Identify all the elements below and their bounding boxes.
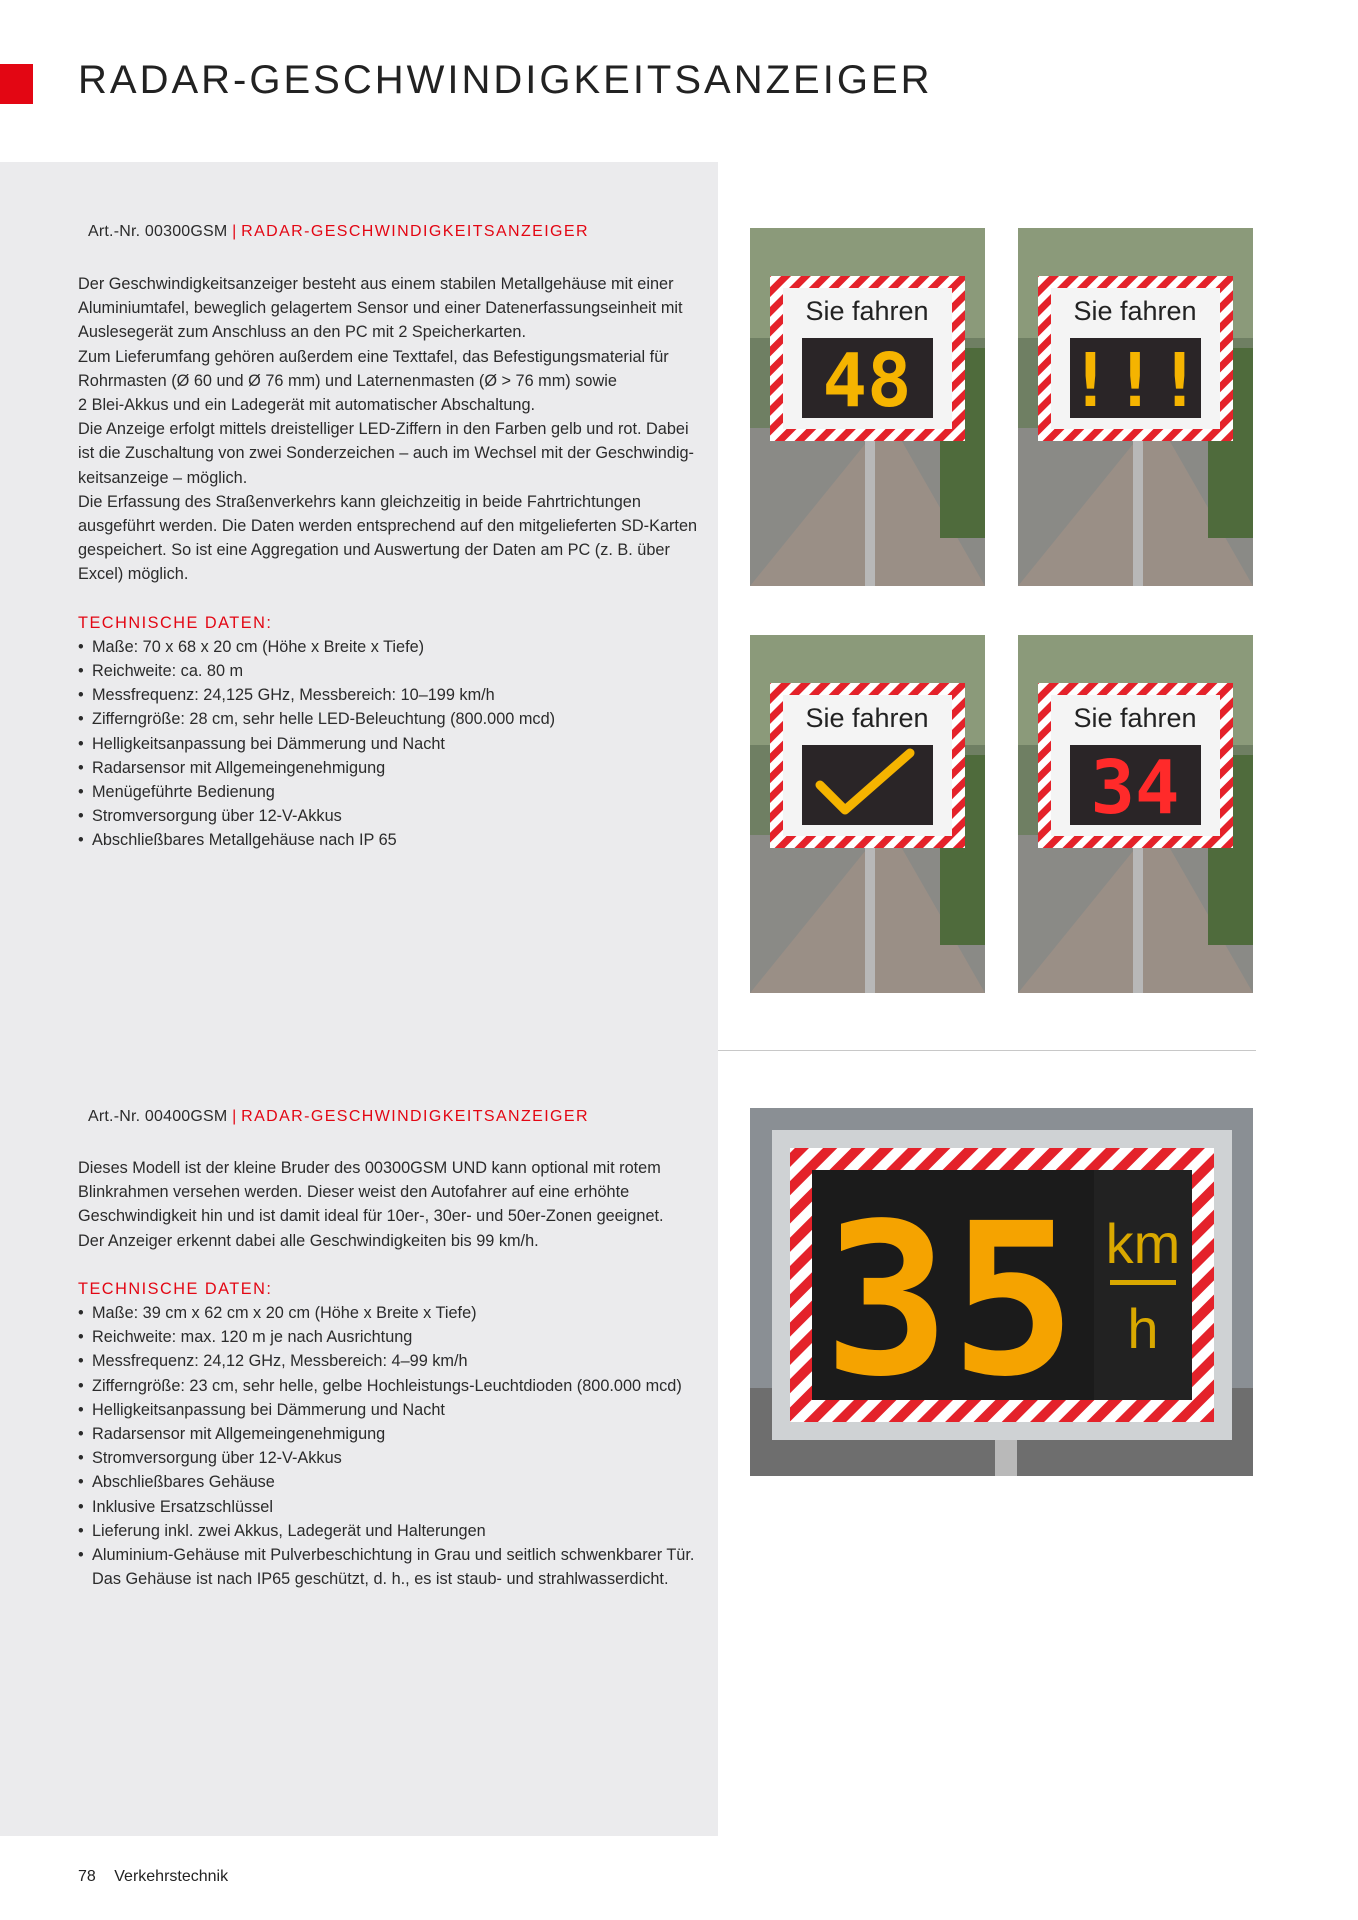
- product2-article-number: Art.-Nr. 00400GSM: [88, 1108, 228, 1125]
- product2-tech-heading: TECHNISCHE DATEN:: [78, 1279, 273, 1298]
- tech-item: • Reichweite: max. 120 m je nach Ausrichtung: [78, 1325, 698, 1349]
- product2-description: [78, 1156, 698, 1253]
- description-line: Geschwindigkeit hin und ist damit ideal für 10er-, 30er- und 50er-Zonen geeignet.: [78, 1207, 664, 1226]
- product2-text: [78, 1156, 698, 1591]
- page-number: 78: [78, 1868, 96, 1885]
- speed-sign-illustration: [750, 635, 985, 993]
- tech-item: • Stromversorgung über 12-V-Akkus: [78, 804, 698, 828]
- sign-text: Sie fahren: [805, 703, 929, 733]
- product1-tech-heading: TECHNISCHE DATEN:: [78, 613, 273, 632]
- tech-item: • Messfrequenz: 24,12 GHz, Messbereich: 4–99 km/h: [78, 1349, 698, 1373]
- product2-article-title: RADAR-GESCHWINDIGKEITSANZEIGER: [241, 1108, 589, 1125]
- red-accent-square: [0, 64, 33, 104]
- tech-item: • Reichweite: ca. 80 m: [78, 659, 698, 683]
- product1-photo-3: [750, 635, 985, 993]
- product1-photo-4: [1018, 635, 1253, 993]
- product2-tech-list: [78, 1301, 698, 1591]
- tech-item: • Abschließbares Metallgehäuse nach IP 65: [78, 828, 698, 852]
- speed-display-illustration: [750, 1108, 1253, 1476]
- product1-article-number: Art.-Nr. 00300GSM: [88, 223, 228, 240]
- section-name: Verkehrstechnik: [114, 1868, 229, 1885]
- unit-h-label: h: [1127, 1297, 1159, 1360]
- product1-photo-1: [750, 228, 985, 586]
- tech-item: • Maße: 70 x 68 x 20 cm (Höhe x Breite x Tiefe): [78, 635, 698, 659]
- tech-item: • Radarsensor mit Allgemeingenehmigung: [78, 756, 698, 780]
- tech-item: • Menügeführte Bedienung: [78, 780, 698, 804]
- page-footer: [78, 1868, 228, 1886]
- tech-item: • Zifferngröße: 28 cm, sehr helle LED-Beleuchtung (800.000 mcd): [78, 707, 698, 731]
- description-line: Der Geschwindigkeitsanzeiger besteht aus einem stabilen Metallgehäuse mit einer: [78, 275, 674, 293]
- speed-sign-illustration: [750, 228, 985, 586]
- article-separator: |: [232, 223, 237, 240]
- tech-item: • Stromversorgung über 12-V-Akkus: [78, 1446, 698, 1470]
- unit-km-label: km: [1105, 1212, 1181, 1275]
- tech-item: • Abschließbares Gehäuse: [78, 1470, 698, 1494]
- tech-item: • Helligkeitsanpassung bei Dämmerung und Nacht: [78, 1398, 698, 1422]
- description-line: keitsanzeige – möglich.: [78, 468, 248, 487]
- description-line: Auslesegerät zum Anschluss an den PC mit 2 Speicherkarten.: [78, 323, 526, 342]
- tech-item: • Aluminium-Gehäuse mit Pulverbeschichtung in Grau und seitlich schwenkbarer Tür. Das Gehäuse ist nach IP65 geschützt, d. h., es ist staub- und strahlwasserdicht.: [78, 1543, 698, 1591]
- description-line: gespeichert. So ist eine Aggregation und Auswertung der Daten am PC (z. B. über: [78, 541, 670, 560]
- sign-display-value: 48: [822, 338, 912, 424]
- page-title: RADAR-GESCHWINDIGKEITSANZEIGER: [78, 58, 933, 102]
- tech-item: • Radarsensor mit Allgemeingenehmigung: [78, 1422, 698, 1446]
- sign-text: Sie fahren: [805, 296, 929, 326]
- description-line: ist die Zuschaltung von zwei Sonderzeichen – auch im Wechsel mit der Geschwindig-: [78, 444, 694, 463]
- speed-sign-illustration: [1018, 635, 1253, 993]
- tech-item: • Helligkeitsanpassung bei Dämmerung und Nacht: [78, 732, 698, 756]
- tech-item: • Maße: 39 cm x 62 cm x 20 cm (Höhe x Breite x Tiefe): [78, 1301, 698, 1325]
- tech-item: • Inklusive Ersatzschlüssel: [78, 1495, 698, 1519]
- product1-photo-2: [1018, 228, 1253, 586]
- description-line: Aluminiumtafel, beweglich gelagertem Sensor und einer Datenerfassungseinheit mit: [78, 299, 683, 318]
- description-line: ausgeführt werden. Die Daten werden entsprechend auf den mitgelieferten SD-Karten: [78, 517, 698, 536]
- product1-text: [78, 272, 698, 853]
- product1-description: [78, 272, 698, 587]
- tech-item: • Zifferngröße: 23 cm, sehr helle, gelbe Hochleistungs-Leuchtdioden (800.000 mcd): [78, 1374, 698, 1398]
- section-divider: [718, 1050, 1256, 1051]
- tech-item: • Lieferung inkl. zwei Akkus, Ladegerät und Halterungen: [78, 1519, 698, 1543]
- description-line: 2 Blei-Akkus und ein Ladegerät mit automatischer Abschaltung.: [78, 396, 536, 415]
- tech-item: • Messfrequenz: 24,125 GHz, Messbereich: 10–199 km/h: [78, 683, 698, 707]
- display-speed-value: 35: [823, 1178, 1077, 1423]
- description-line: Blinkrahmen versehen werden. Dieser weist den Autofahrer auf eine erhöhte: [78, 1183, 630, 1202]
- product1-article-title: RADAR-GESCHWINDIGKEITSANZEIGER: [241, 223, 589, 240]
- description-line: Die Anzeige erfolgt mittels dreistelliger LED-Ziffern in den Farben gelb und rot. Dabei: [78, 420, 689, 439]
- sign-text: Sie fahren: [1073, 296, 1197, 326]
- description-line: Rohrmasten (Ø 60 und Ø 76 mm) und Laternenmasten (Ø > 76 mm) sowie: [78, 371, 617, 390]
- description-line: Dieses Modell ist der kleine Bruder des 00300GSM UND kann optional mit rotem: [78, 1159, 661, 1177]
- description-line: Excel) möglich.: [78, 565, 189, 584]
- description-line: Der Anzeiger erkennt dabei alle Geschwindigkeiten bis 99 km/h.: [78, 1231, 539, 1250]
- product2-photo: [750, 1108, 1253, 1476]
- article-separator: |: [232, 1108, 237, 1125]
- sign-display-value: 34: [1090, 745, 1180, 831]
- description-line: Zum Lieferumfang gehören außerdem eine Texttafel, das Befestigungsmaterial für: [78, 347, 669, 366]
- product1-tech-list: [78, 635, 698, 853]
- sign-display-value: !!!: [1068, 338, 1202, 424]
- sign-text: Sie fahren: [1073, 703, 1197, 733]
- speed-sign-illustration: [1018, 228, 1253, 586]
- description-line: Die Erfassung des Straßenverkehrs kann gleichzeitig in beide Fahrtrichtungen: [78, 492, 641, 511]
- product2-article-line: [88, 1108, 589, 1126]
- product1-article-line: [88, 223, 589, 241]
